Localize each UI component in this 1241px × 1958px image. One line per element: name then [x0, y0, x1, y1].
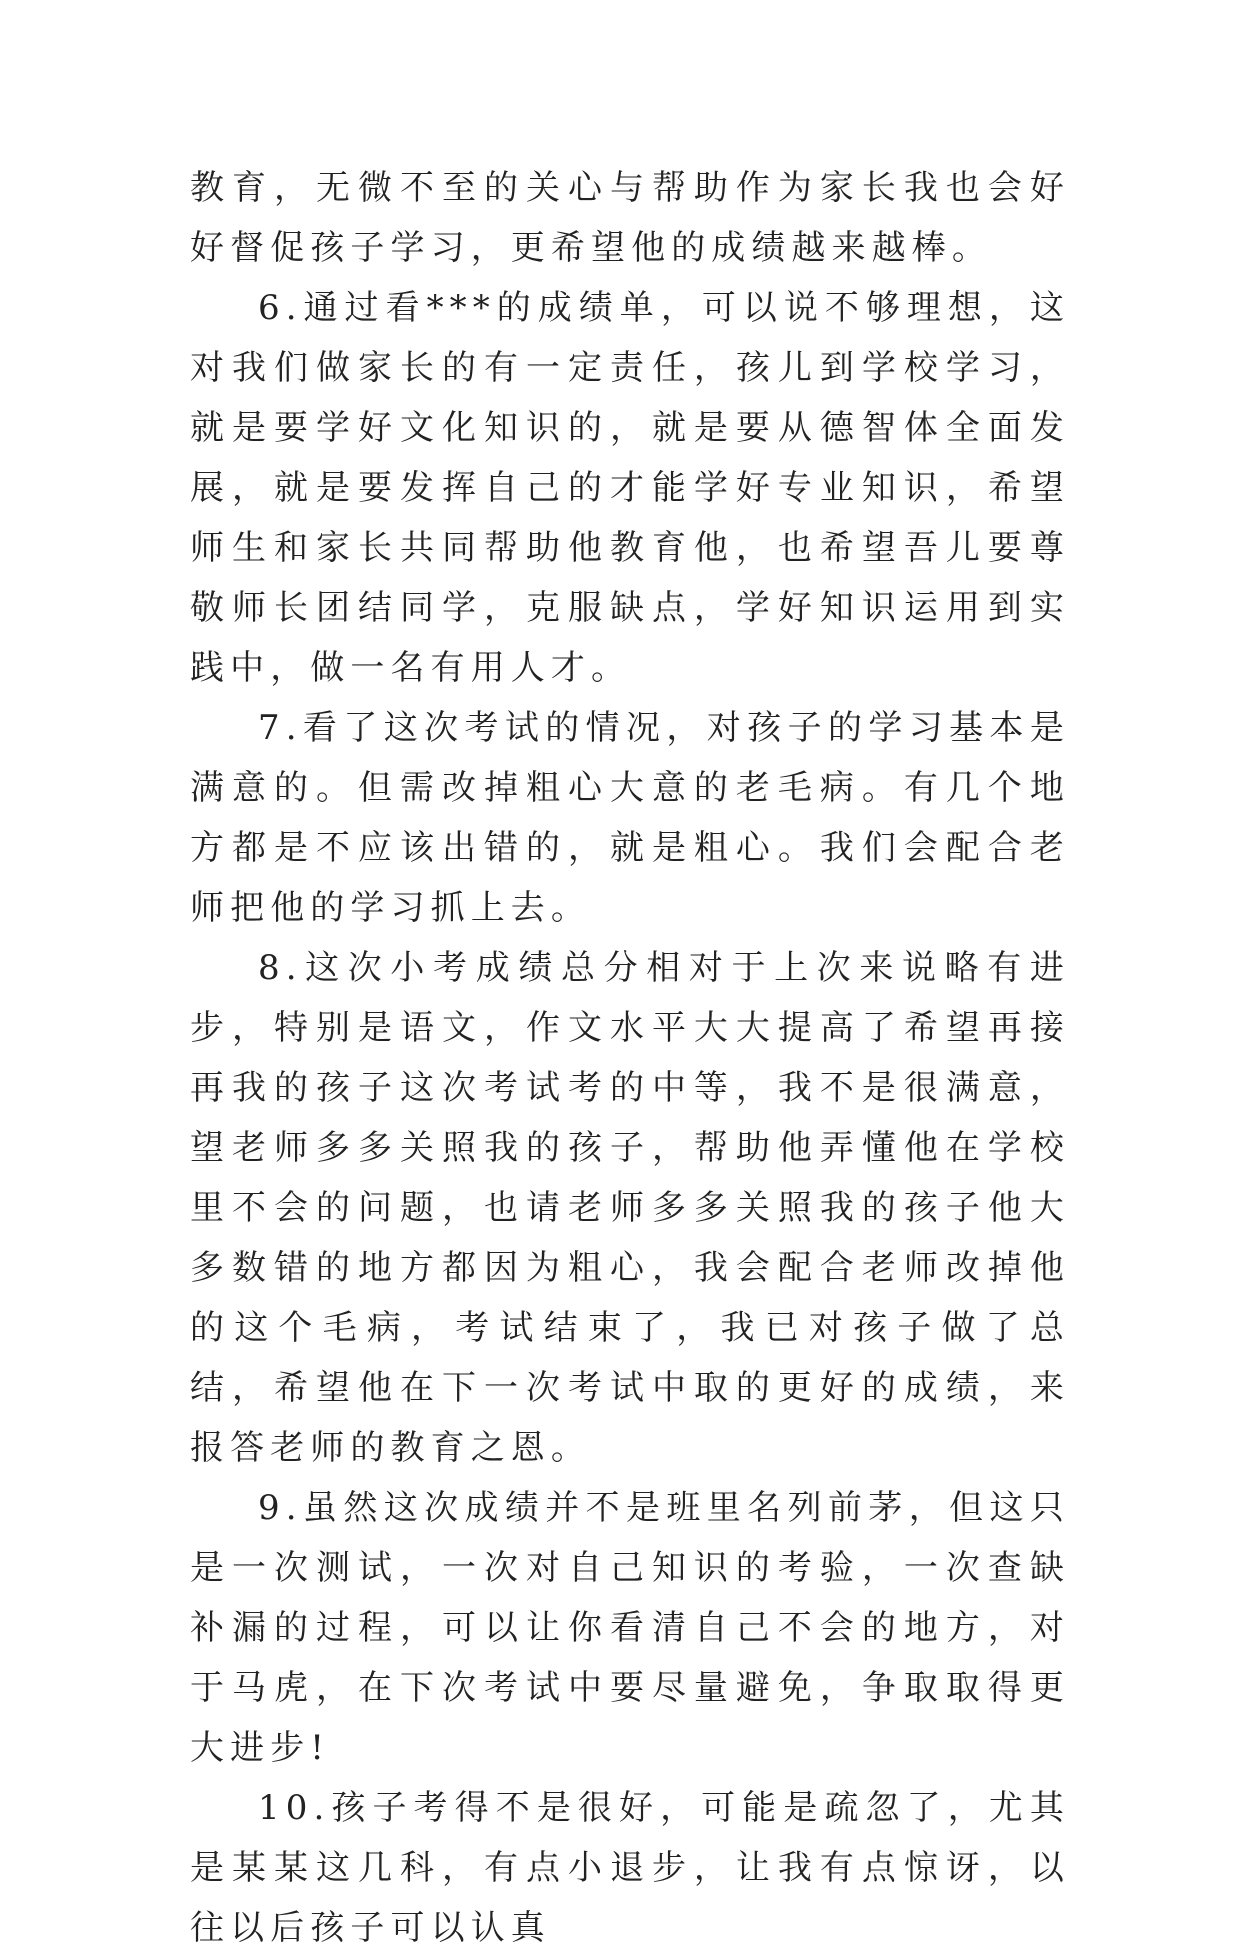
paragraph-comment-6: 6.通过看***的成绩单，可以说不够理想，这对我们做家长的有一定责任，孩儿到学校学习，就是要学好文化知识的，就是要从德智体全面发展，就是要发挥自己的才能学好专业知识，希望师生和家长共同帮助他教育他，也希望吾儿要尊敬师长团结同学，克服缺点，学好知识运用到实践中，做一名有用人才。 [190, 288, 1070, 688]
paragraph-comment-10: 10.孩子考得不是很好，可能是疏忽了，尤其是某某这几科，有点小退步，让我有点惊讶，以往以后孩子可以认真 [190, 1788, 1070, 1948]
paragraph-comment-8: 8.这次小考成绩总分相对于上次来说略有进步，特别是语文，作文水平大大提高了希望再接再我的孩子这次考试考的中等，我不是很满意，望老师多多关照我的孩子，帮助他弄懂他在学校里不会的问题，也请老师多多关照我的孩子他大多数错的地方都因为粗心，我会配合老师改掉他的这个毛病，考试结束了，我已对孩子做了总结，希望他在下一次考试中取的更好的成绩，来报答老师的教育之恩。 [190, 948, 1070, 1468]
document-page [190, 158, 1070, 1958]
paragraph-comment-9: 9.虽然这次成绩并不是班里名列前茅，但这只是一次测试，一次对自己知识的考验，一次查缺补漏的过程，可以让你看清自己不会的地方，对于马虎，在下次考试中要尽量避免，争取取得更大进步! [190, 1488, 1070, 1768]
paragraph-comment-7: 7.看了这次考试的情况，对孩子的学习基本是满意的。但需改掉粗心大意的老毛病。有几个地方都是不应该出错的，就是粗心。我们会配合老师把他的学习抓上去。 [190, 708, 1070, 928]
paragraph-continuation: 教育，无微不至的关心与帮助作为家长我也会好好督促孩子学习，更希望他的成绩越来越棒。 [190, 168, 1070, 268]
